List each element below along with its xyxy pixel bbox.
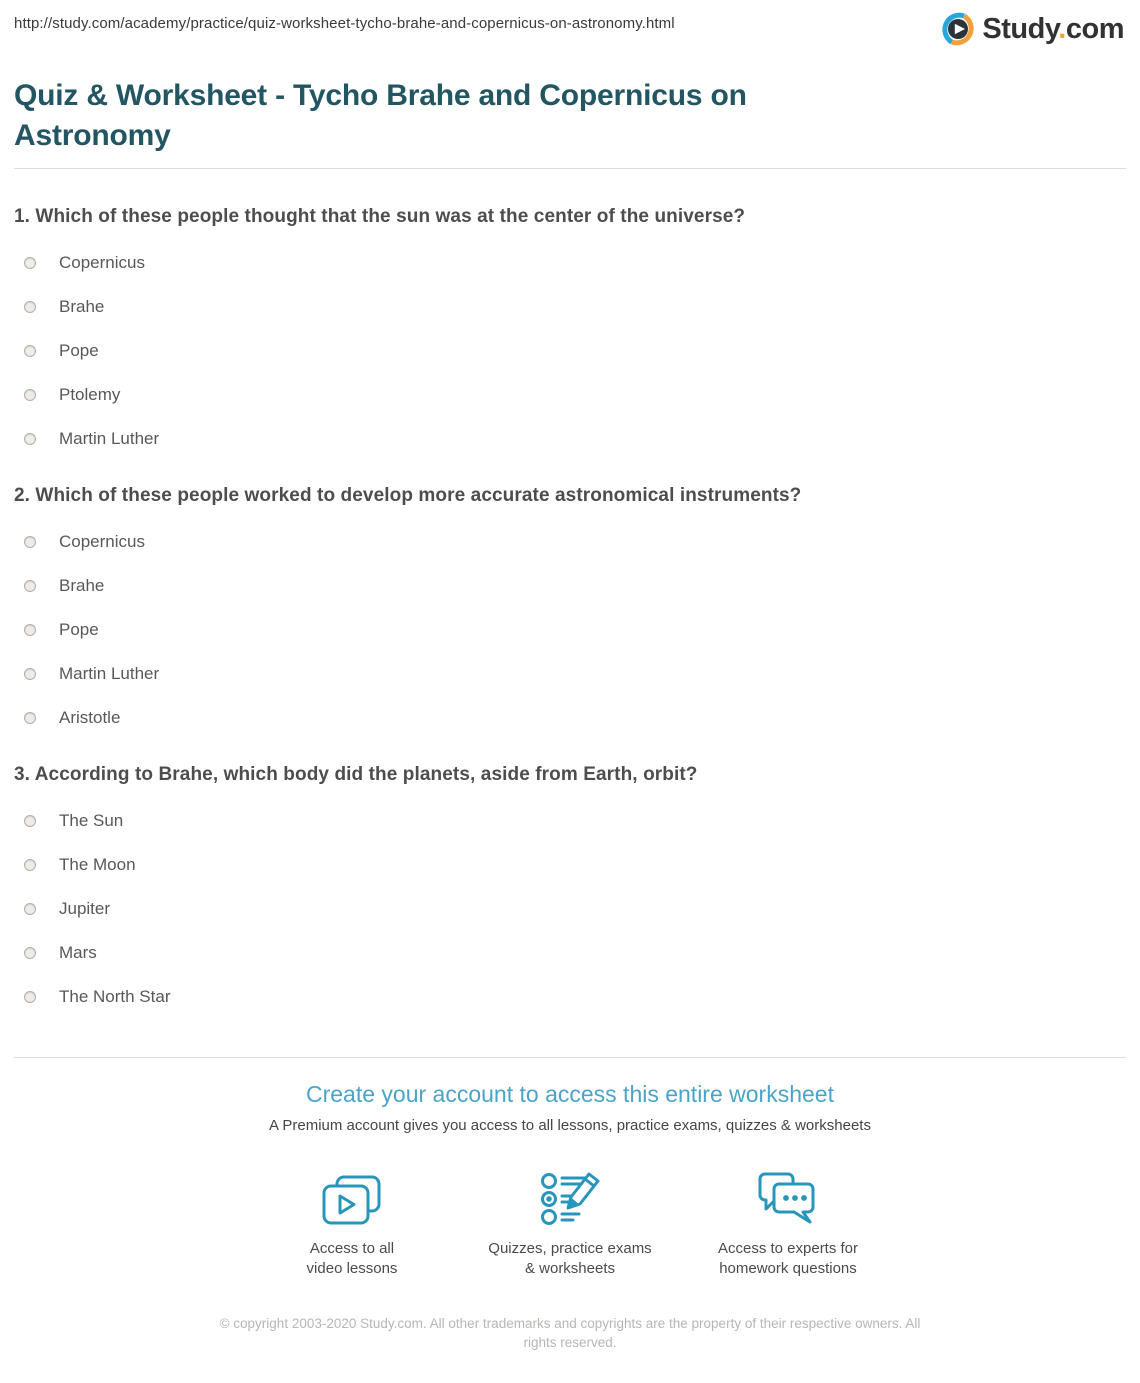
- page-url: http://study.com/academy/practice/quiz-worksheet-tycho-brahe-and-copernicus-on-astronomy.html: [14, 15, 675, 32]
- answer-option-label: Pope: [59, 341, 99, 361]
- feature-label: Access to all video lessons: [306, 1240, 398, 1278]
- question-block: [14, 764, 1126, 1006]
- studycom-logo-text: Study.com: [982, 12, 1124, 45]
- answer-option[interactable]: [24, 709, 1126, 727]
- cta-section: [0, 1057, 1140, 1279]
- radio-button-icon[interactable]: [24, 580, 36, 592]
- answer-option[interactable]: [24, 812, 1126, 830]
- question-text: 3. According to Brahe, which body did the planets, aside from Earth, orbit?: [14, 764, 698, 786]
- radio-button-icon[interactable]: [24, 301, 36, 313]
- cta-divider: [14, 1057, 1126, 1058]
- questions-list: [14, 206, 1126, 1006]
- answer-option-label: Martin Luther: [59, 429, 160, 449]
- page-header: [0, 0, 1140, 47]
- radio-button-icon[interactable]: [24, 859, 36, 871]
- radio-button-icon[interactable]: [24, 433, 36, 445]
- radio-button-icon[interactable]: [24, 712, 36, 724]
- question-text: 1. Which of these people thought that the sun was at the center of the universe?: [14, 206, 746, 228]
- feature-label: Access to experts for homework questions: [717, 1240, 859, 1278]
- answer-option-label: Martin Luther: [59, 664, 160, 684]
- radio-button-icon[interactable]: [24, 257, 36, 269]
- answer-option[interactable]: [24, 254, 1126, 272]
- answer-option-label: Brahe: [59, 297, 105, 317]
- cta-heading-link[interactable]: Create your account to access this entire worksheet: [306, 1081, 834, 1108]
- answer-option[interactable]: [24, 856, 1126, 874]
- answer-option[interactable]: [24, 533, 1126, 551]
- question-block: [14, 206, 1126, 448]
- page-footer: [0, 1279, 1140, 1383]
- radio-button-icon[interactable]: [24, 536, 36, 548]
- radio-button-icon[interactable]: [24, 815, 36, 827]
- answer-option[interactable]: [24, 430, 1126, 448]
- answer-option-label: Copernicus: [59, 253, 145, 273]
- video-lessons-icon: [243, 1174, 461, 1226]
- answer-option-label: The Moon: [59, 855, 136, 875]
- radio-button-icon[interactable]: [24, 903, 36, 915]
- feature-label: Quizzes, practice exams & worksheets: [488, 1240, 652, 1278]
- answer-option-label: Jupiter: [59, 899, 111, 919]
- studycom-play-icon: [940, 11, 976, 47]
- answer-option-label: Aristotle: [59, 708, 121, 728]
- feature-item: [243, 1174, 461, 1279]
- answer-option[interactable]: [24, 944, 1126, 962]
- question-text: 2. Which of these people worked to develop more accurate astronomical instruments?: [14, 485, 802, 507]
- answer-option-label: Brahe: [59, 576, 105, 596]
- answer-option-label: The North Star: [59, 987, 171, 1007]
- answer-option[interactable]: [24, 988, 1126, 1006]
- radio-button-icon[interactable]: [24, 389, 36, 401]
- copyright-text: © copyright 2003-2020 Study.com. All other trademarks and copyrights are the property of their respective owners. All rights reserved.: [219, 1316, 921, 1351]
- chat-experts-icon: [679, 1174, 897, 1226]
- answer-option[interactable]: [24, 342, 1126, 360]
- page-title: Quiz & Worksheet - Tycho Brahe and Copernicus on Astronomy: [14, 79, 747, 152]
- radio-button-icon[interactable]: [24, 991, 36, 1003]
- answer-option-label: Ptolemy: [59, 385, 121, 405]
- feature-item: [679, 1174, 897, 1279]
- answer-option[interactable]: [24, 900, 1126, 918]
- answer-option[interactable]: [24, 298, 1126, 316]
- radio-button-icon[interactable]: [24, 624, 36, 636]
- answer-option-label: The Sun: [59, 811, 124, 831]
- studycom-logo[interactable]: [940, 11, 1124, 47]
- radio-button-icon[interactable]: [24, 947, 36, 959]
- feature-item: [461, 1174, 679, 1279]
- answer-option[interactable]: [24, 577, 1126, 595]
- cta-subheading: A Premium account gives you access to all lessons, practice exams, quizzes & worksheets: [269, 1117, 871, 1135]
- answer-option[interactable]: [24, 665, 1126, 683]
- radio-button-icon[interactable]: [24, 345, 36, 357]
- features-row: [14, 1174, 1126, 1279]
- answer-option[interactable]: [24, 386, 1126, 404]
- answer-option-label: Copernicus: [59, 532, 145, 552]
- answer-option[interactable]: [24, 621, 1126, 639]
- worksheet-content: [0, 76, 1140, 1006]
- radio-button-icon[interactable]: [24, 668, 36, 680]
- title-divider: [14, 168, 1126, 169]
- quiz-worksheet-icon: [461, 1174, 679, 1226]
- answer-option-label: Pope: [59, 620, 99, 640]
- answer-option-label: Mars: [59, 943, 97, 963]
- question-block: [14, 485, 1126, 727]
